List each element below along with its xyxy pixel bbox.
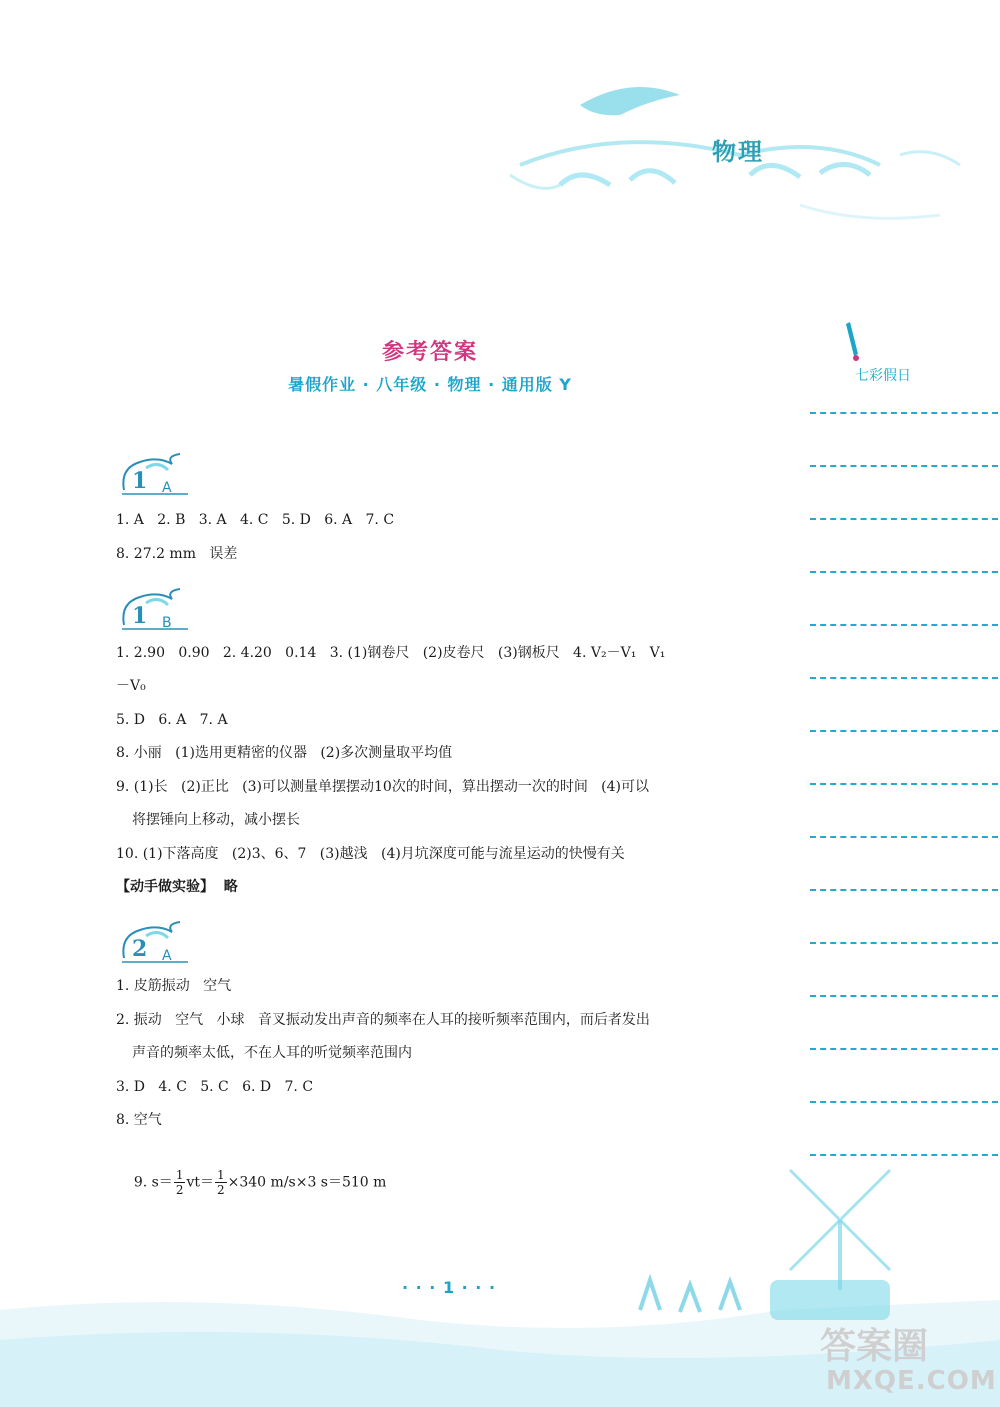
formula-prefix: 9. s＝ [133,1174,173,1191]
note-line [810,1048,998,1050]
badge-letter: B [162,615,172,631]
answer-line: 声音的频率太低，不在人耳的听觉频率范围内 [132,1045,412,1061]
formula-suffix: ×340 m/s×3 s＝510 m [227,1174,387,1191]
badge-letter: A [162,480,172,496]
badge-letter: A [162,948,172,964]
note-line [810,889,998,891]
note-line [810,730,998,732]
note-line [810,1154,998,1156]
note-line [810,783,998,785]
answer-line: 3. D 4. C 5. C 6. D 7. C [116,1079,314,1095]
side-label: 七彩假日 [855,368,911,384]
note-lines [810,412,998,1207]
badge-number: 1 [132,603,148,629]
fraction-denominator: 2 [175,1183,184,1197]
answer-line: 2. 振动 空气 小球 音叉振动发出声音的频率在人耳的接听频率范围内，而后者发出 [116,1012,650,1028]
page-title: 参考答案 [381,339,478,365]
note-line [810,995,998,997]
fraction [215,1168,227,1197]
watermark-text: 答案圈 [820,1326,929,1367]
page-subtitle: 暑假作业 · 八年级 · 物理 · 通用版 Y [288,375,572,394]
answer-line: 将摆锤向上移动，减小摆长 [132,812,300,828]
note-line [810,465,998,467]
formula-mid: vt＝ [186,1174,214,1191]
page-number: · · · 1 · · · [402,1278,497,1297]
note-line [810,624,998,626]
answer-line: 9. (1)长 (2)正比 (3)可以测量单摆摆动10次的时间，算出摆动一次的时间 (4)可以 [116,779,649,795]
section-badge-2a [118,918,193,968]
answer-line: －V₀ [116,678,146,694]
badge-number: 1 [132,468,148,494]
note-line [810,412,998,414]
answer-line: 1. 皮筋振动 空气 [116,978,232,994]
fraction-numerator: 1 [175,1168,184,1182]
fraction-numerator: 1 [217,1168,225,1182]
formula-line [116,1148,386,1217]
fraction-denominator: 2 [217,1183,225,1197]
note-line [810,836,998,838]
answer-line: 8. 小丽 (1)选用更精密的仪器 (2)多次测量取平均值 [116,745,453,761]
note-line [810,1101,998,1103]
watermark-url: MXQE.COM [826,1366,997,1396]
answer-line: 【动手做实验】 略 [116,879,238,895]
note-line [810,518,998,520]
answer-line: 8. 空气 [116,1112,162,1128]
pen-icon [838,320,878,364]
subject-title: 物理 [712,138,764,166]
answer-line: 1. A 2. B 3. A 4. C 5. D 6. A 7. C [116,512,395,528]
answer-line: 5. D 6. A 7. A [116,712,228,728]
answer-line: 10. (1)下落高度 (2)3、6、7 (3)越浅 (4)月坑深度可能与流星运动的快慢有关 [116,846,625,862]
section-badge-1a [118,450,193,500]
note-line [810,571,998,573]
note-line [810,942,998,944]
note-line [810,677,998,679]
badge-number: 2 [132,936,148,962]
section-badge-1b [118,585,193,635]
fraction [174,1168,186,1197]
answer-line: 1. 2.90 0.90 2. 4.20 0.14 3. (1)钢卷尺 (2)皮卷尺 (3)钢板尺 4. V₂－V₁ V₁ [116,645,666,661]
windmill-icon [780,1160,900,1290]
answer-line: 8. 27.2 mm 误差 [116,546,238,562]
